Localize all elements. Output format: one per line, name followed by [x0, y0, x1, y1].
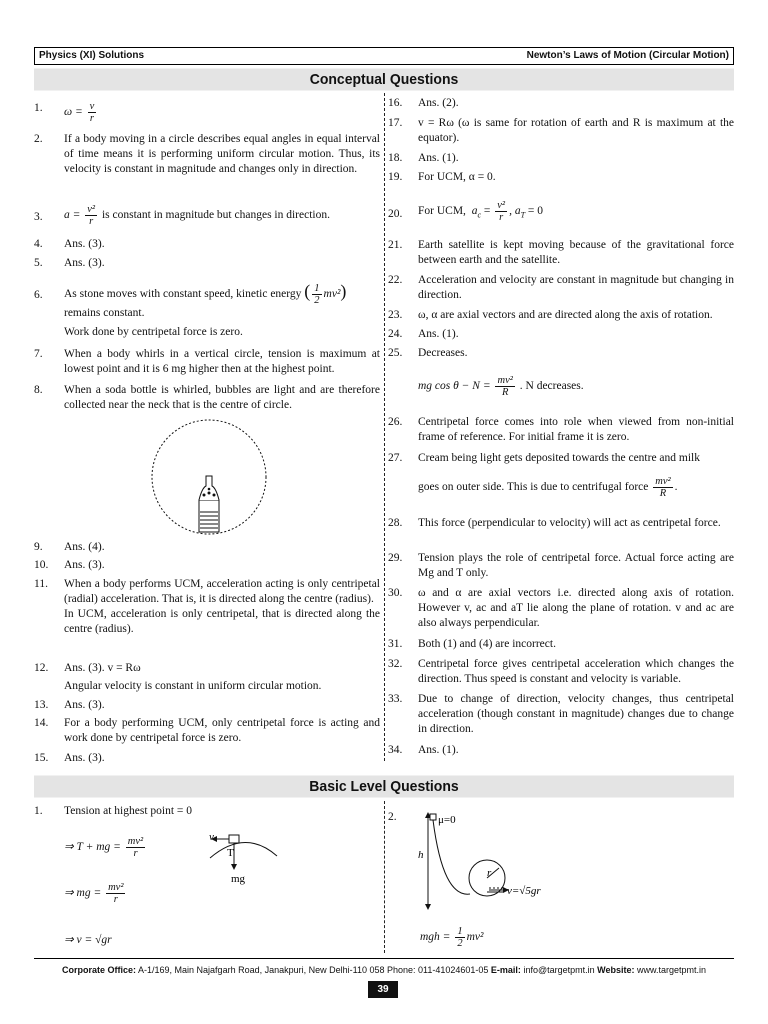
- basic-1-step-2: ⇒ mg = $\frac{\text{mv²}}{r}$: [64, 882, 124, 905]
- basic-answer-2: 2.: [388, 811, 397, 823]
- answer-10: 10. Ans. (3).: [34, 559, 105, 571]
- answer-5: 5. Ans. (3).: [34, 257, 105, 269]
- footer: Corporate Office: A-1/169, Main Najafgarh Road, Janakpuri, New Delhi-110 058 Phone: 011-41024601-05 E-mail: info@targetpmt.in Website: www.targetpmt.in: [62, 965, 706, 975]
- answer-13: 13. Ans. (3).: [34, 699, 105, 711]
- answer-11: 11. When a body performs UCM, acceleration acting is only centripetal (radial) acceleration. That is, it is directed along the centre (radius). In UCM, acceleration is only centripetal, that is directed along the centre (radius).: [34, 578, 380, 635]
- answer-18: 18. Ans. (1).: [388, 152, 459, 164]
- answer-25: 25. Decreases. mg cos θ − N = $\frac{\text{mv²}}{R}$ . N decreases.: [388, 347, 584, 398]
- basic-2-equation: mgh = $\frac{1}{2}$ mv²: [420, 926, 484, 949]
- fig-label-mg: mg: [231, 873, 246, 885]
- answer-15: 15. Ans. (3).: [34, 752, 105, 764]
- basic-1-step-1: ⇒ T + mg = $\frac{\text{mv²}}{r}$: [64, 836, 144, 859]
- answer-19: 19. For UCM, α = 0.: [388, 171, 496, 183]
- column-divider: [384, 93, 385, 761]
- answer-6: 6. As stone moves with constant speed, kinetic energy ( $\frac{1}{2}$ mv²) remains constant. Work done by centripetal force is zero.: [34, 281, 347, 338]
- fig-label-r: r: [487, 867, 492, 879]
- page-header: [34, 47, 734, 65]
- answer-20: 20. For UCM, $a_c$ = $\frac{\text{v²}}{r}$ , $a_T = 0$: [388, 200, 544, 223]
- page-number: 39: [368, 981, 398, 998]
- answer-28: 28. This force (perpendicular to velocity) will act as centripetal force.: [388, 517, 721, 529]
- answer-30: 30. ω and α are axial vectors i.e. directed along axis of rotation. However v, ac and aT lie along the plane of rotation. v and ac are also always perpendicular.: [388, 587, 734, 629]
- basic-answer-1: 1. Tension at highest point = 0: [34, 805, 193, 817]
- answer-17: 17. v = Rω (ω is same for rotation of earth and R is maximum at the equator).: [388, 117, 734, 144]
- answer-8: 8. When a soda bottle is whirled, bubbles are light and are therefore collected near the neck that is the centre of circle.: [34, 384, 380, 411]
- section-conceptual-title: Conceptual Questions: [34, 68, 734, 90]
- answer-29: 29. Tension plays the role of centripetal force. Actual force acting are Mg and T only.: [388, 552, 734, 579]
- column-divider-basic: [384, 801, 385, 953]
- answer-24: 24. Ans. (1).: [388, 328, 459, 340]
- answer-22: 22. Acceleration and velocity are constant in magnitude but changing in direction.: [388, 274, 734, 301]
- answer-21: 21. Earth satellite is kept moving because of the gravitational force between earth and the satellite.: [388, 239, 734, 266]
- answer-2: 2. If a body moving in a circle describes equal angles in equal interval of time means it is performing uniform circular motion. Thus, its velocity is constant in magnitude and changes only in direction.: [34, 133, 380, 175]
- tension-figure: [205, 828, 280, 886]
- fig-label-h: h: [418, 849, 424, 861]
- answer-33: 33. Due to change of direction, velocity changes, thus centripetal acceleration (though constant in magnitude) changes due to change in direction.: [388, 693, 734, 735]
- answer-31: 31. Both (1) and (4) are incorrect.: [388, 638, 556, 650]
- answer-32: 32. Centripetal force gives centripetal acceleration which changes the direction. Thus speed is constant and velocity is variable.: [388, 658, 734, 685]
- answer-9: 9. Ans. (4).: [34, 541, 105, 553]
- answer-34: 34. Ans. (1).: [388, 744, 459, 756]
- answer-14: 14. For a body performing UCM, only centripetal force is acting and work done by centripetal force is zero.: [34, 717, 380, 744]
- section-basic-title: Basic Level Questions: [34, 775, 734, 797]
- answer-4: 4. Ans. (3).: [34, 238, 105, 250]
- answer-7: 7. When a body whirls in a vertical circle, tension is maximum at lowest point and it is 6 mg higher then at the highest point.: [34, 348, 380, 375]
- header-left: Physics (XI) Solutions: [39, 50, 145, 61]
- answer-26: 26. Centripetal force comes into role when viewed from non-initial frame of reference. For initial frame it is zero.: [388, 416, 734, 443]
- footer-rule: [34, 958, 734, 959]
- fig-label-velocity: v=√5gr: [507, 885, 541, 897]
- answer-12: 12. Ans. (3). v = Rω Angular velocity is constant in uniform circular motion.: [34, 662, 322, 692]
- header-right: Newton’s Laws of Motion (Circular Motion): [526, 50, 729, 61]
- soda-bottle-figure: [140, 418, 280, 536]
- fig-label-mu: μ=0: [438, 814, 456, 826]
- answer-27: 27. Cream being light gets deposited towards the centre and milk goes on outer side. This is due to centrifugal force $\frac{\text{mv²}}{R}$ .: [388, 452, 700, 499]
- loop-track-figure: [415, 808, 565, 913]
- fig-label-t: T: [227, 847, 234, 859]
- answer-23: 23. ω, α are axial vectors and are directed along the axis of rotation.: [388, 309, 713, 321]
- answer-1: 1. ω = $\frac{v}{r}$: [34, 101, 95, 124]
- basic-1-step-3: ⇒ v = √gr: [64, 934, 112, 946]
- fig-label-v: v: [209, 831, 214, 843]
- answer-16: 16. Ans. (2).: [388, 97, 459, 109]
- answer-3: 3. a = $\frac{\text{v²}}{r}$ is constant in magnitude but changes in direction.: [34, 204, 330, 227]
